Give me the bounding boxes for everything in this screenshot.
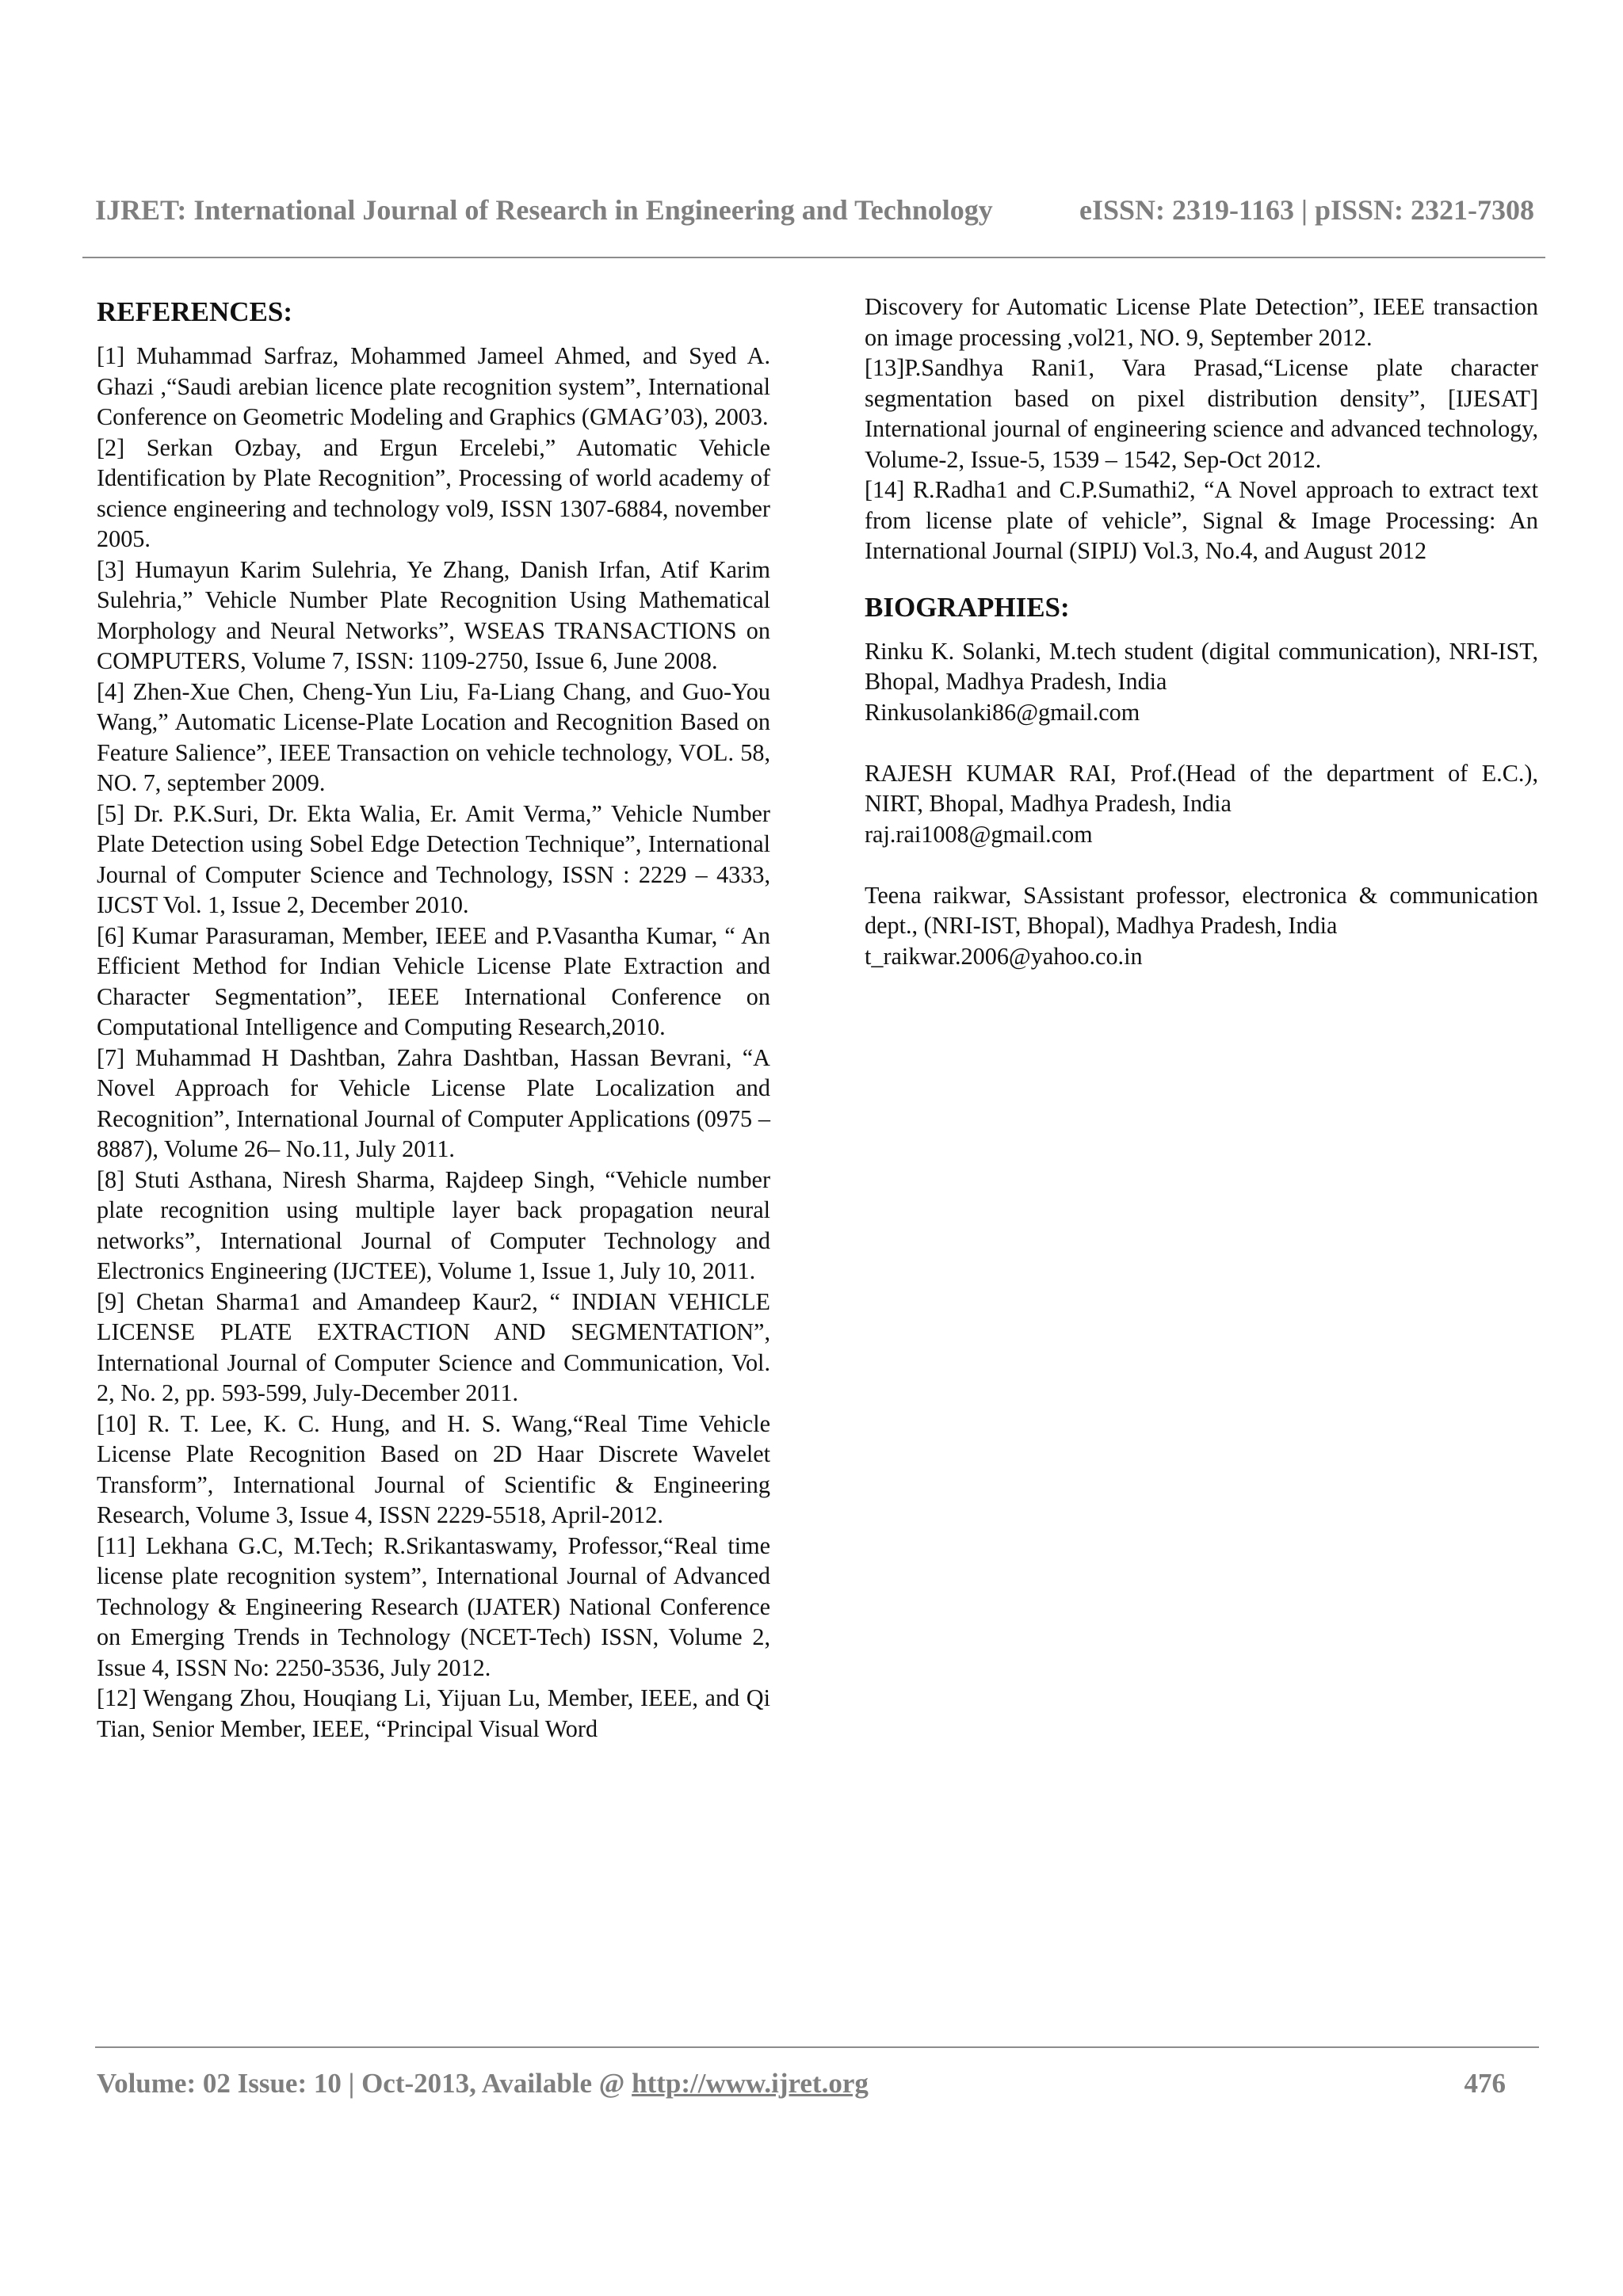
reference-11: [11] Lekhana G.C, M.Tech; R.Srikantaswamy, Professor,“Real time license plate recognition system”, International Journal of Advanced Technology & Engineering Research (IJATER) National Conference on Emerging Trends in Technology (NCET-Tech) ISSN, Volume 2, Issue 4, ISSN No: 2250-3536, July 2012. [97, 1531, 770, 1681]
references-heading: REFERENCES: [97, 296, 292, 327]
reference-12: [12] Wengang Zhou, Houqiang Li, Yijuan Lu, Member, IEEE, and Qi Tian, Senior Member, IEEE, “Principal Visual Word [97, 1684, 770, 1742]
header-divider [82, 257, 1545, 258]
reference-12-continued: Discovery for Automatic License Plate Detection”, IEEE transaction on image processing ,vol21, NO. 9, September 2012. [865, 293, 1538, 351]
biographies-heading: BIOGRAPHIES: [865, 591, 1070, 623]
journal-website-link[interactable]: http://www.ijret.org [632, 2068, 869, 2099]
reference-14: [14] R.Radha1 and C.P.Sumathi2, “A Novel approach to extract text from license plate of vehicle”, Signal & Image Processing: An International Journal (SIPIJ) Vol.3, No.4, and August 2012 [865, 476, 1538, 564]
right-column [865, 292, 1538, 1002]
journal-title: IJRET: International Journal of Research in Engineering and Technology [95, 194, 993, 226]
footer-volume-text: Volume: 02 Issue: 10 | Oct-2013, Available @ [97, 2068, 632, 2099]
reference-8: [8] Stuti Asthana, Niresh Sharma, Rajdeep Singh, “Vehicle number plate recognition using multiple layer back propagation neural networks”, International Journal of Computer Technology and Electronics Engineering (IJCTEE), Volume 1, Issue 1, July 10, 2011. [97, 1165, 770, 1284]
reference-4: [4] Zhen-Xue Chen, Cheng-Yun Liu, Fa-Liang Chang, and Guo-You Wang,” Automatic License-Plate Location and Recognition Based on Feature Salience”, IEEE Transaction on vehicle technology, VOL. 58, NO. 7, september 2009. [97, 677, 770, 796]
reference-9: [9] Chetan Sharma1 and Amandeep Kaur2, “ INDIAN VEHICLE LICENSE PLATE EXTRACTION AND SEGMENTATION”, International Journal of Computer Science and Communication, Vol. 2, No. 2, pp. 593-599, July-December 2011. [97, 1287, 770, 1406]
reference-2: [2] Serkan Ozbay, and Ergun Ercelebi,” Automatic Vehicle Identification by Plate Recognition”, Processing of world academy of science engineering and technology vol9, ISSN 1307-6884, november 2005. [97, 433, 770, 552]
running-header [95, 193, 1534, 227]
reference-3: [3] Humayun Karim Sulehria, Ye Zhang, Danish Irfan, Atif Karim Sulehria,” Vehicle Number Plate Recognition Using Mathematical Morphology and Neural Networks”, WSEAS TRANSACTIONS on COMPUTERS, Volume 7, ISSN: 1109-2750, Issue 6, June 2008. [97, 555, 770, 674]
reference-5: [5] Dr. P.K.Suri, Dr. Ekta Walia, Er. Amit Verma,” Vehicle Number Plate Detection using Sobel Edge Detection Technique”, International Journal of Computer Science and Technology, ISSN : 2229 – 4333, IJCST Vol. 1, Issue 2, December 2010. [97, 799, 770, 918]
reference-1: [1] Muhammad Sarfraz, Mohammed Jameel Ahmed, and Syed A. Ghazi ,“Saudi arebian licence plate recognition system”, International Conference on Geometric Modeling and Graphics (GMAG’03), 2003. [97, 342, 770, 430]
biography-entry [865, 636, 1538, 728]
reference-13: [13]P.Sandhya Rani1, Vara Prasad,“License plate character segmentation based on pixel distribution density”, [IJESAT] International journal of engineering science and advanced technology, Volume-2, Issue-5, 1539 – 1542, Sep-Oct 2012. [865, 354, 1538, 473]
reference-6: [6] Kumar Parasuraman, Member, IEEE and P.Vasantha Kumar, “ An Efficient Method for Indian Vehicle License Plate Extraction and Character Segmentation”, IEEE International Conference on Computational Intelligence and Computing Research,2010. [97, 921, 770, 1040]
journal-issn: eISSN: 2319-1163 | pISSN: 2321-7308 [1079, 194, 1534, 226]
biography-text: RAJESH KUMAR RAI, Prof.(Head of the department of E.C.), NIRT, Bhopal, Madhya Pradesh, India [865, 759, 1538, 817]
biography-entry [865, 880, 1538, 972]
biography-entry [865, 758, 1538, 850]
biography-email: Rinkusolanki86@gmail.com [865, 698, 1140, 726]
footer-volume [97, 2068, 869, 2100]
running-footer [97, 2068, 1506, 2100]
reference-10: [10] R. T. Lee, K. C. Hung, and H. S. Wang,“Real Time Vehicle License Plate Recognition Based on 2D Haar Discrete Wavelet Transform”, International Journal of Scientific & Engineering Research, Volume 3, Issue 4, ISSN 2229-5518, April-2012. [97, 1409, 770, 1528]
reference-7: [7] Muhammad H Dashtban, Zahra Dashtban, Hassan Bevrani, “A Novel Approach for Vehicle License Plate Localization and Recognition”, International Journal of Computer Applications (0975 – 8887), Volume 26– No.11, July 2011. [97, 1043, 770, 1162]
left-column [97, 292, 770, 1744]
footer-divider [95, 2046, 1539, 2048]
biography-email: t_raikwar.2006@yahoo.co.in [865, 942, 1143, 970]
page-number: 476 [1464, 2068, 1506, 2099]
biography-email: raj.rai1008@gmail.com [865, 820, 1093, 848]
biography-text: Teena raikwar, SAssistant professor, electronica & communication dept., (NRI-IST, Bhopal), Madhya Pradesh, India [865, 881, 1538, 939]
biography-text: Rinku K. Solanki, M.tech student (digital communication), NRI-IST, Bhopal, Madhya Pradesh, India [865, 637, 1538, 695]
